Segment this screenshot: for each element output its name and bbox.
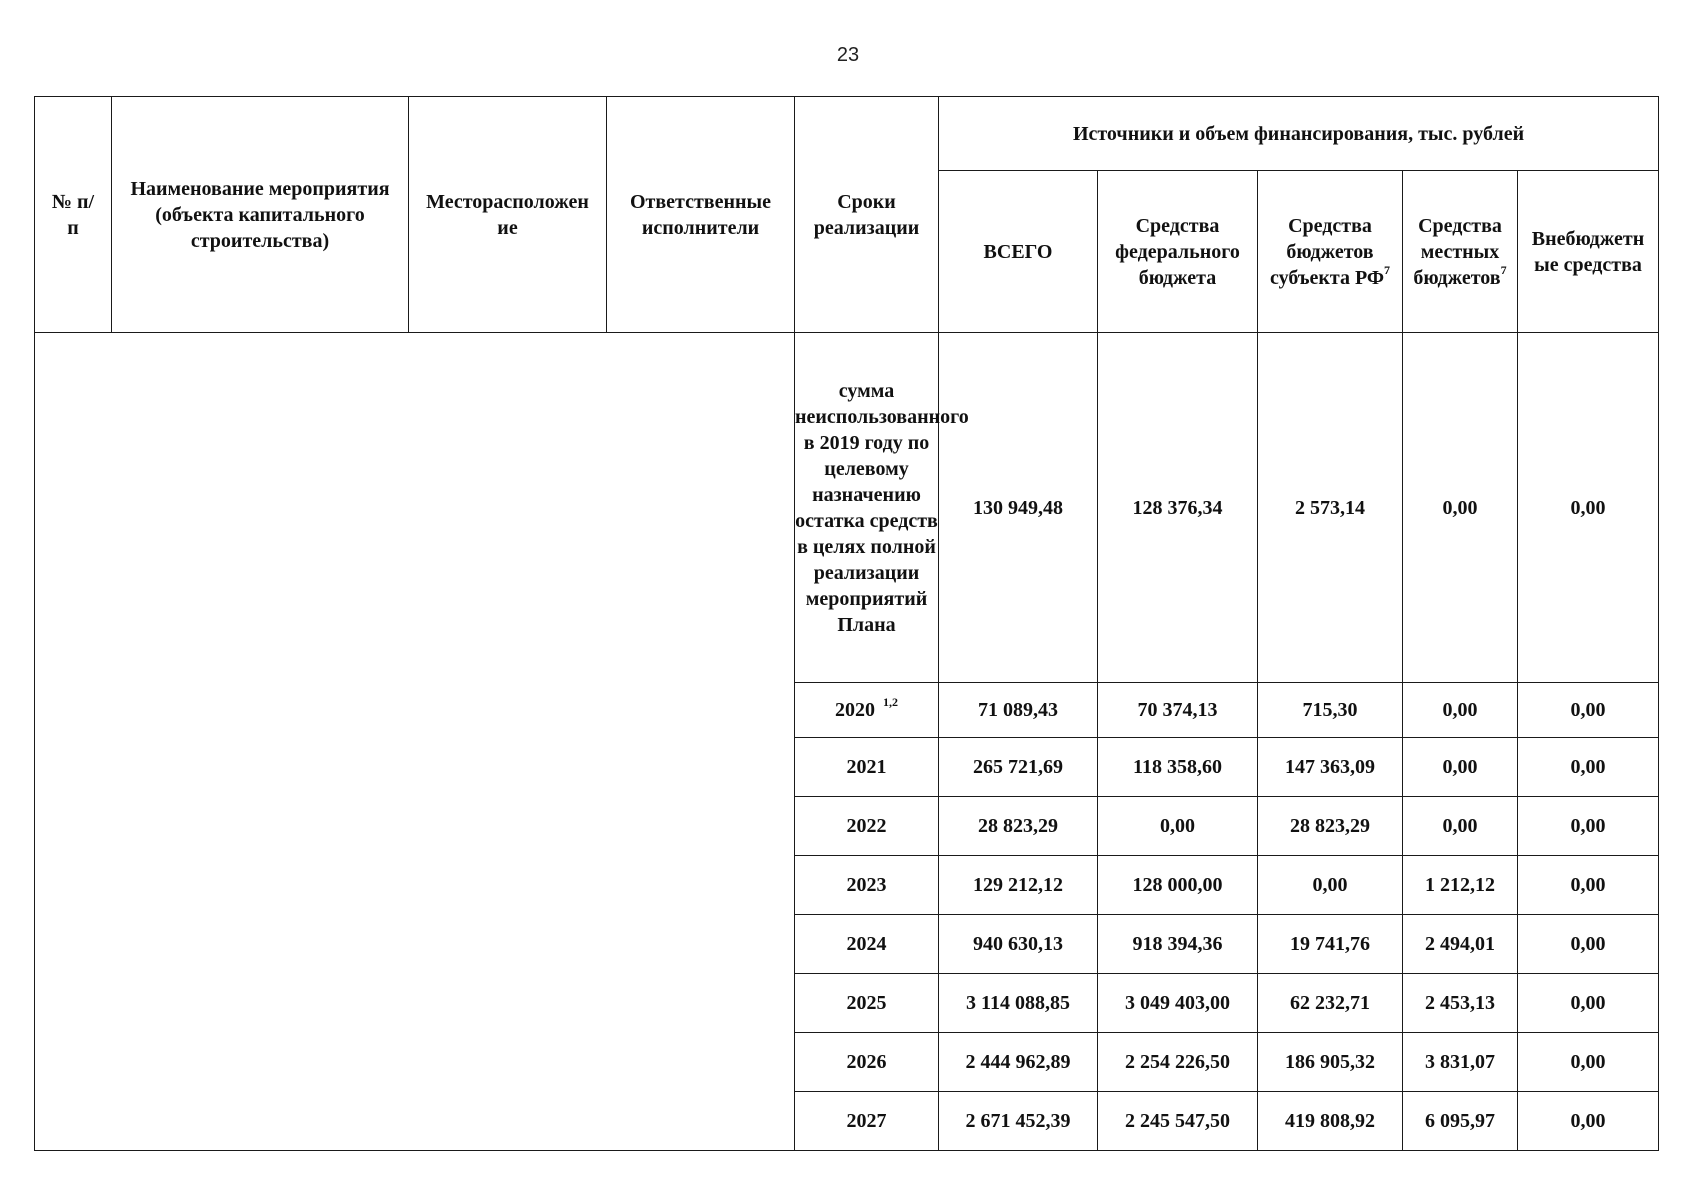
subject-cell: 62 232,71	[1258, 974, 1403, 1033]
period-cell	[795, 683, 939, 738]
period-footnote: 1,2	[883, 695, 898, 710]
subject-cell: 28 823,29	[1258, 797, 1403, 856]
federal-cell: 2 245 547,50	[1098, 1092, 1258, 1151]
header-location-line1: Месторасположен	[426, 190, 589, 213]
total-cell: 129 212,12	[939, 856, 1098, 915]
local-cell: 2 494,01	[1403, 915, 1518, 974]
period-cell: 2023	[795, 856, 939, 915]
period-cell: 2026	[795, 1033, 939, 1092]
header-num: № п/п	[35, 97, 112, 333]
header-responsible: Ответственные исполнители	[607, 97, 795, 333]
extra-cell: 0,00	[1518, 738, 1659, 797]
header-extrabudget-line1: Внебюджетн	[1531, 227, 1645, 250]
period-year: 2020	[835, 699, 875, 721]
header-subject	[1258, 171, 1403, 333]
period-cell: 2024	[795, 915, 939, 974]
local-cell: 3 831,07	[1403, 1033, 1518, 1092]
period-cell: 2022	[795, 797, 939, 856]
subject-cell: 19 741,76	[1258, 915, 1403, 974]
header-sources-group: Источники и объем финансирования, тыс. рублей	[939, 97, 1659, 171]
table-row	[35, 333, 1659, 683]
header-extrabudget-line2: ые средства	[1534, 253, 1642, 276]
header-local-label: Средства местных бюджетов	[1413, 214, 1502, 289]
federal-cell: 918 394,36	[1098, 915, 1258, 974]
extra-cell: 0,00	[1518, 856, 1659, 915]
subject-cell: 0,00	[1258, 856, 1403, 915]
federal-cell: 118 358,60	[1098, 738, 1258, 797]
header-name: Наименование мероприятия (объекта капитального строительства)	[112, 97, 409, 333]
header-extrabudget	[1518, 171, 1659, 333]
total-cell: 28 823,29	[939, 797, 1098, 856]
header-total: ВСЕГО	[939, 171, 1098, 333]
extra-cell: 0,00	[1518, 797, 1659, 856]
page-number: 23	[836, 44, 860, 66]
header-federal: Средства федерального бюджета	[1098, 171, 1258, 333]
local-cell: 0,00	[1403, 797, 1518, 856]
period-cell: 2027	[795, 1092, 939, 1151]
total-cell: 940 630,13	[939, 915, 1098, 974]
local-cell: 2 453,13	[1403, 974, 1518, 1033]
header-local-footnote: 7	[1500, 262, 1507, 277]
header-location	[409, 97, 607, 333]
extra-cell: 0,00	[1518, 1033, 1659, 1092]
header-subject-label: Средства бюджетов субъекта РФ	[1269, 214, 1385, 289]
federal-cell: 3 049 403,00	[1098, 974, 1258, 1033]
period-cell: 2025	[795, 974, 939, 1033]
merged-empty-cell	[35, 333, 795, 1151]
subject-cell: 147 363,09	[1258, 738, 1403, 797]
federal-cell: 128 376,34	[1098, 333, 1258, 683]
extra-cell: 0,00	[1518, 333, 1659, 683]
header-local	[1403, 171, 1518, 333]
extra-cell: 0,00	[1518, 974, 1659, 1033]
local-cell: 0,00	[1403, 738, 1518, 797]
header-subject-footnote: 7	[1384, 262, 1391, 277]
local-cell: 1 212,12	[1403, 856, 1518, 915]
period-cell: 2021	[795, 738, 939, 797]
extra-cell: 0,00	[1518, 683, 1659, 738]
header-location-line2: ие	[497, 216, 518, 239]
total-cell: 71 089,43	[939, 683, 1098, 738]
federal-cell: 0,00	[1098, 797, 1258, 856]
total-cell: 2 671 452,39	[939, 1092, 1098, 1151]
subject-cell: 419 808,92	[1258, 1092, 1403, 1151]
subject-cell: 186 905,32	[1258, 1033, 1403, 1092]
extra-cell: 0,00	[1518, 915, 1659, 974]
financing-table	[34, 96, 1659, 1151]
total-cell: 130 949,48	[939, 333, 1098, 683]
total-cell: 3 114 088,85	[939, 974, 1098, 1033]
extra-cell: 0,00	[1518, 1092, 1659, 1151]
header-period: Сроки реализации	[795, 97, 939, 333]
subject-cell: 715,30	[1258, 683, 1403, 738]
total-cell: 265 721,69	[939, 738, 1098, 797]
federal-cell: 2 254 226,50	[1098, 1033, 1258, 1092]
subject-cell: 2 573,14	[1258, 333, 1403, 683]
local-cell: 0,00	[1403, 333, 1518, 683]
period-cell: сумма неиспользованного в 2019 году по целевому назначению остатка средств в целях полной реализации мероприятий Плана	[795, 333, 939, 683]
local-cell: 0,00	[1403, 683, 1518, 738]
total-cell: 2 444 962,89	[939, 1033, 1098, 1092]
federal-cell: 128 000,00	[1098, 856, 1258, 915]
local-cell: 6 095,97	[1403, 1092, 1518, 1151]
federal-cell: 70 374,13	[1098, 683, 1258, 738]
